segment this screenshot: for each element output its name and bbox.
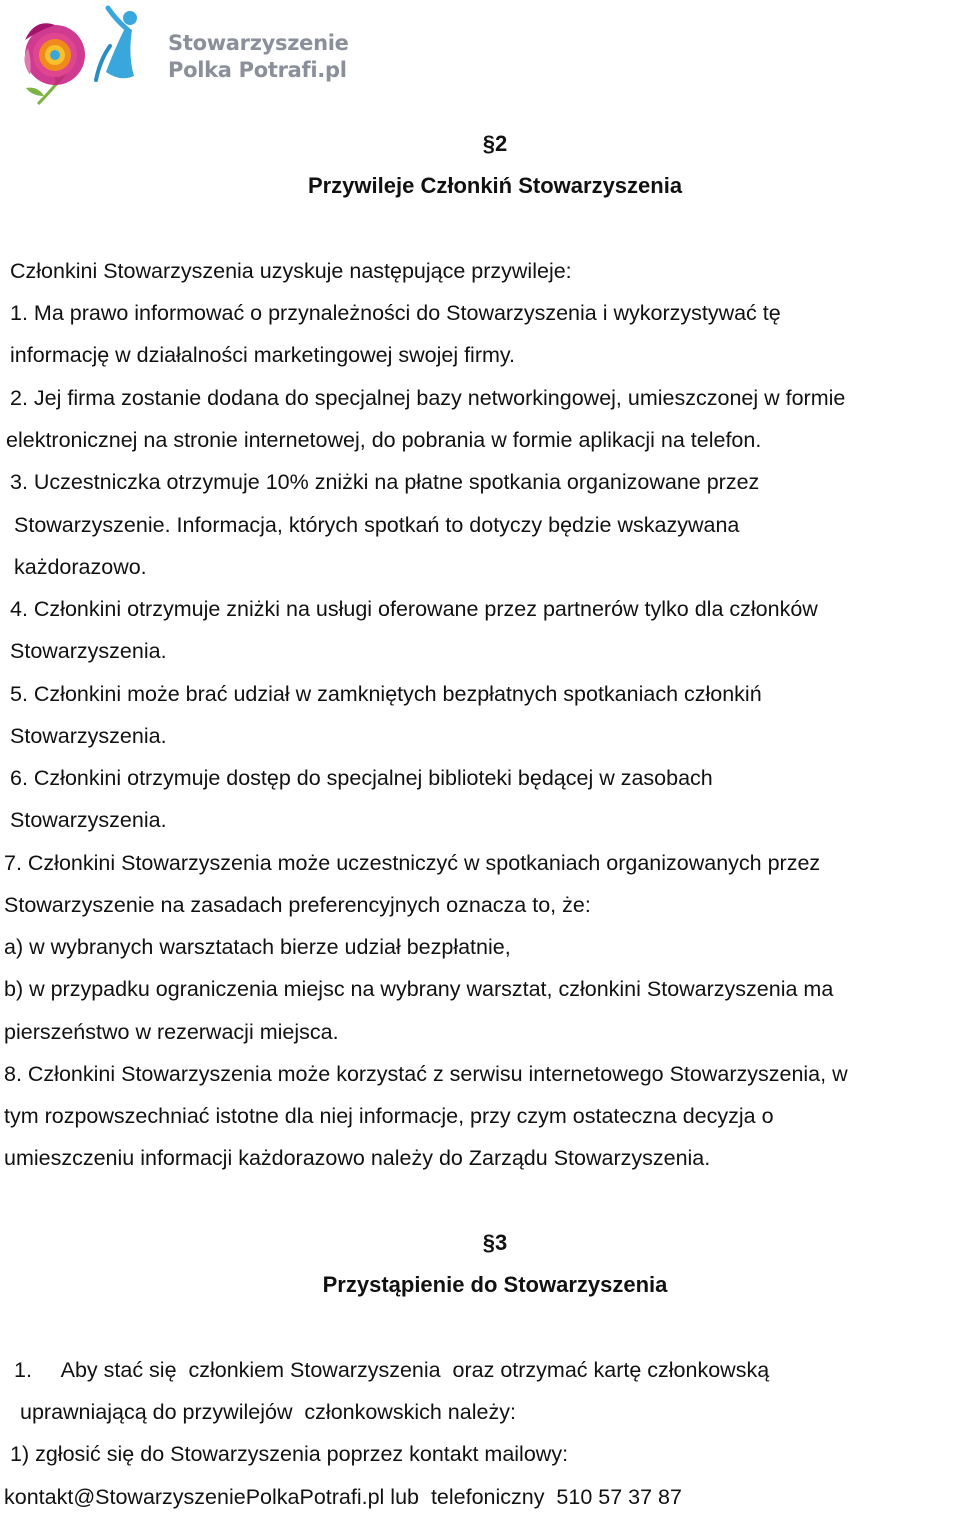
paragraph-line: elektronicznej na stronie internetowej, do pobrania w formie aplikacji na telefon. [6, 428, 762, 452]
paragraph-line: a) w wybranych warsztatach bierze udział bezpłatnie, [4, 935, 511, 959]
logo-text [168, 30, 349, 84]
paragraph-line: 5. Członkini może brać udział w zamkniętych bezpłatnych spotkaniach członkiń [10, 682, 762, 706]
association-logo [10, 0, 349, 112]
paragraph-line: Stowarzyszenie na zasadach preferencyjnych oznacza to, że: [4, 893, 591, 917]
logo-line-2: Polka Potrafi.pl [168, 58, 347, 82]
section-number: §2 [482, 131, 508, 156]
paragraph-line: Stowarzyszenie. Informacja, których spotkań to dotyczy będzie wskazywana [14, 513, 740, 537]
section-number: §3 [482, 1230, 508, 1255]
logo-line-1: Stowarzyszenie [168, 31, 349, 55]
paragraph-line: b) w przypadku ograniczenia miejsc na wybrany warsztat, członkini Stowarzyszenia ma [4, 977, 834, 1001]
paragraph-line: 3. Uczestniczka otrzymuje 10% zniżki na płatne spotkania organizowane przez [10, 470, 760, 494]
flower-figure-icon [10, 0, 150, 112]
contact-line: kontakt@StowarzyszeniePolkaPotrafi.pl lub telefoniczny 510 57 37 87 [4, 1485, 682, 1509]
paragraph-line: każdorazowo. [14, 555, 147, 579]
intro-line: Członkini Stowarzyszenia uzyskuje następujące przywileje: [10, 259, 572, 283]
section-title: Przystąpienie do Stowarzyszenia [322, 1272, 668, 1297]
paragraph-line: 8. Członkini Stowarzyszenia może korzystać z serwisu internetowego Stowarzyszenia, w [4, 1062, 848, 1086]
paragraph-line: Stowarzyszenia. [10, 808, 167, 832]
paragraph-line: 1. Aby stać się członkiem Stowarzyszenia oraz otrzymać kartę członkowską [14, 1358, 770, 1382]
paragraph-line: umieszczeniu informacji każdorazowo należy do Zarządu Stowarzyszenia. [4, 1146, 711, 1170]
paragraph-line: 4. Członkini otrzymuje zniżki na usługi oferowane przez partnerów tylko dla członków [10, 597, 818, 621]
paragraph-line: Stowarzyszenia. [10, 724, 167, 748]
paragraph-line: 2. Jej firma zostanie dodana do specjalnej bazy networkingowej, umieszczonej w formie [10, 386, 846, 410]
paragraph-line: 6. Członkini otrzymuje dostęp do specjalnej biblioteki będącej w zasobach [10, 766, 713, 790]
paragraph-line: tym rozpowszechniać istotne dla niej informacje, przy czym ostateczna decyzja o [4, 1104, 774, 1128]
paragraph-line: pierszeństwo w rezerwacji miejsca. [4, 1020, 339, 1044]
paragraph-line: 1. Ma prawo informować o przynależności do Stowarzyszenia i wykorzystywać tę [10, 301, 781, 325]
paragraph-line: 1) zgłosić się do Stowarzyszenia poprzez kontakt mailowy: [10, 1442, 569, 1466]
paragraph-line: Stowarzyszenia. [10, 639, 167, 663]
paragraph-line: 7. Członkini Stowarzyszenia może uczestniczyć w spotkaniach organizowanych przez [4, 851, 821, 875]
section-title: Przywileje Członkiń Stowarzyszenia [307, 173, 683, 198]
paragraph-line: informację w działalności marketingowej swojej firmy. [10, 343, 516, 367]
paragraph-line: uprawniającą do przywilejów członkowskich należy: [20, 1400, 516, 1424]
